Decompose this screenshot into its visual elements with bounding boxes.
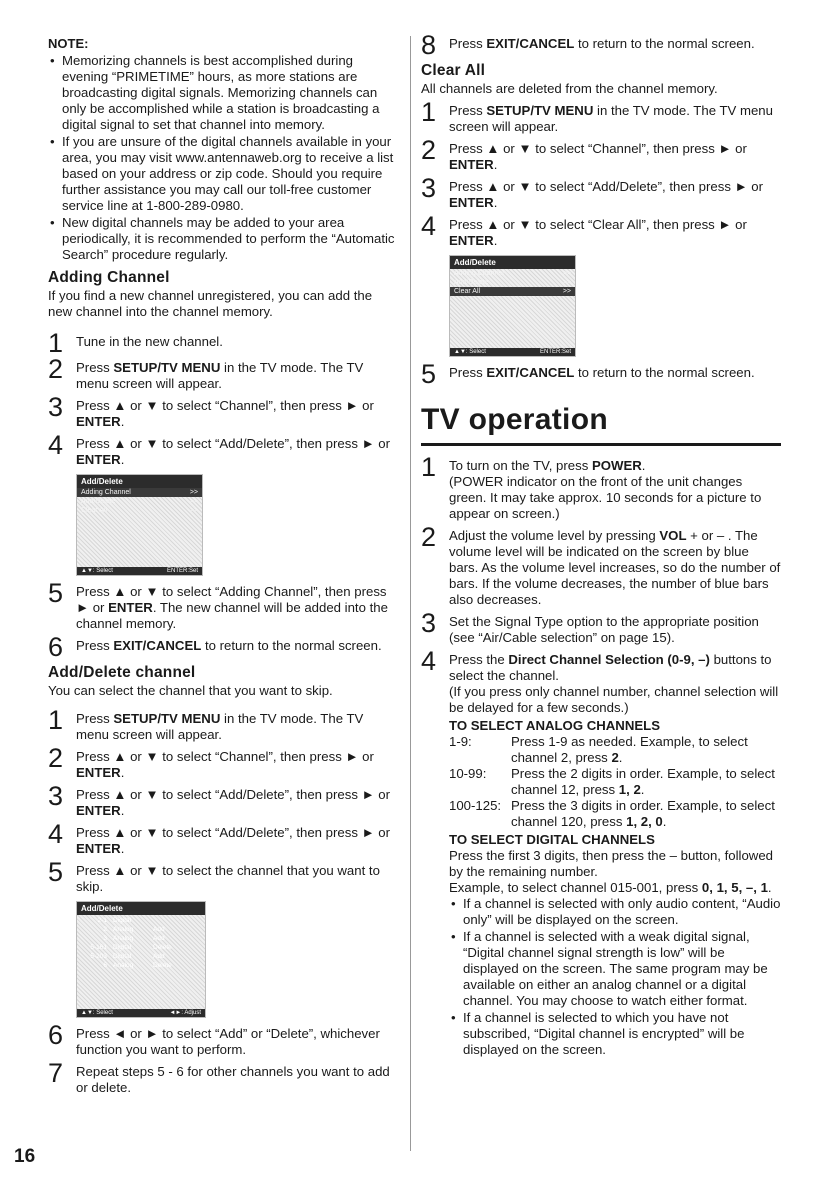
step: 5 Press EXIT/CANCEL to return to the normal screen. bbox=[421, 359, 755, 389]
note-item: • If you are unsure of the digital channels available in your area, you may visit www.antennaweb.org to receive a list based on your address or zip code. Should you require further assistance you may call our toll-free customer service line at 1-800-289-0980. bbox=[48, 134, 398, 214]
note-list bbox=[48, 53, 398, 263]
step: 1 Tune in the new channel. bbox=[48, 328, 223, 358]
step: 2 Adjust the volume level by pressing VOL + or – . The volume level will be indicated on the screen by blue bars. As the volume level increases, so do the number of bars. If the volume decreases, the number of blue bars also decreases. bbox=[421, 522, 781, 607]
step: 3 Press ▲ or ▼ to select “Add/Delete”, then press ► or ENTER. bbox=[421, 173, 764, 210]
step: 4 Press the Direct Channel Selection (0-9, –) buttons to select the channel. (If you press only channel number, channel selection will be delayed for a few seconds.) TO SELECT ANALOG CHANNELS 1-9: Press 1-9 as needed. Example, to select channel 2, press 2. 10-99: Press the 2 digits in order. Example, to select channel 12, press 1, 2. 100-125: Press the 3 digits in order. Example, to select channel 120, press 1, 2, 0. TO SELECT DIGITAL CHANNELS Press the first 3 digits, then press the – button, followed by the remaining number. Example, to select channel 015-001, press 0, 1, 5, –, 1. • If a channel is selected with only audio content, “Audio only” will be displayed on the screen. • If a channel is selected with a weak digital signal, “Digital channel signal strength is low” will be displayed on the screen. The same program may be available on either an analog channel or a digital channel. You may choose to watch either format. • If a channel is selected to which you have not subscribed, “Digital channel is encrypted” will be displayed on the screen. bbox=[421, 652, 781, 1058]
tv-notes bbox=[449, 896, 781, 1058]
note-item: • If a channel is selected with a weak digital signal, “Digital channel signal strength is low” will be displayed on the screen. The same program may be available on either an analog channel or a digital channel. You may choose to watch either format. bbox=[449, 929, 781, 1009]
step: 2 Press ▲ or ▼ to select “Channel”, then press ► or ENTER. bbox=[48, 743, 374, 780]
step: 7 Repeat steps 5 - 6 for other channels you want to add or delete. bbox=[48, 1058, 390, 1095]
step: 6 Press EXIT/CANCEL to return to the normal screen. bbox=[48, 632, 382, 662]
step: 1 Press SETUP/TV MENU in the TV mode. The TV menu screen will appear. bbox=[48, 705, 364, 742]
step: 6 Press ◄ or ► to select “Add” or “Delete”, whichever function you want to perform. bbox=[48, 1020, 380, 1057]
note-item: • If a channel is selected with only audio content, “Audio only” will be displayed on the screen. bbox=[449, 896, 781, 928]
section-title-add-delete: Add/Delete channel bbox=[48, 664, 196, 681]
section-intro: All channels are deleted from the channel memory. bbox=[421, 81, 718, 96]
page-number: 16 bbox=[14, 1146, 36, 1167]
note-item: • If a channel is selected to which you have not subscribed, “Digital channel is encrypted” will be displayed on the screen. bbox=[449, 1010, 781, 1058]
section-title-clear-all: Clear All bbox=[421, 62, 486, 79]
step: 3 Press ▲ or ▼ to select “Add/Delete”, then press ► or ENTER. bbox=[48, 781, 391, 818]
step: 3 Press ▲ or ▼ to select “Channel”, then press ► or ENTER. bbox=[48, 392, 374, 429]
section-title-adding-channel: Adding Channel bbox=[48, 269, 170, 286]
step: 4 Press ▲ or ▼ to select “Clear All”, then press ► or ENTER. bbox=[421, 211, 747, 248]
step: 3 Set the Signal Type option to the appropriate position (see “Air/Cable selection” on page 15). bbox=[421, 608, 759, 645]
step: 1 To turn on the TV, press POWER. (POWER indicator on the front of the unit changes green. It may take approx. 10 seconds for a picture to appear on screen.) bbox=[421, 452, 762, 521]
menu-screenshot-adding: Add/Delete Adding Channel >> Add/Delete >> Clear All >> ▲▼: Select ENTER:Set bbox=[76, 474, 203, 576]
step: 4 Press ▲ or ▼ to select “Add/Delete”, then press ► or ENTER. bbox=[48, 819, 391, 856]
page-title: TV operation bbox=[421, 403, 608, 436]
section-intro: If you find a new channel unregistered, you can add the new channel into the channel memory. bbox=[48, 288, 373, 319]
subheading: TO SELECT ANALOG CHANNELS bbox=[449, 718, 661, 733]
left-column bbox=[48, 36, 398, 1102]
right-column bbox=[421, 30, 781, 1064]
step: 5 Press ▲ or ▼ to select “Adding Channel”, then press ► or ENTER. The new channel will be added into the channel memory. bbox=[48, 578, 388, 631]
step: 5 Press ▲ or ▼ to select the channel that you want to skip. bbox=[48, 857, 380, 894]
step: 4 Press ▲ or ▼ to select “Add/Delete”, then press ► or ENTER. bbox=[48, 430, 391, 467]
subheading: TO SELECT DIGITAL CHANNELS bbox=[449, 832, 655, 847]
note-item: • New digital channels may be added to your area periodically, it is recommended to perform the “Automatic Search” procedure regularly. bbox=[48, 215, 398, 263]
note-item: • Memorizing channels is best accomplished during evening “PRIMETIME” hours, as more stations are broadcasting digital signals. Memorizing channels can only be accomplished while a station is broadcasting a digital signal to set that channel into memory. bbox=[48, 53, 398, 133]
section-intro: You can select the channel that you want to skip. bbox=[48, 683, 333, 698]
note-title: NOTE: bbox=[48, 36, 89, 51]
column-divider bbox=[410, 36, 411, 1151]
analog-table: 1-9: Press 1-9 as needed. Example, to select channel 2, press 2. 10-99: Press the 2 digits in order. Example, to select channel 12, press 1, 2. 100-125: Press the 3 digits in order. Example, to select channel 120, press 1, 2, 0. bbox=[449, 734, 775, 829]
menu-screenshot-add-delete: Add/Delete 2-1 Digital 2 Analog Add 3 Analog Add 5-161 Digital Delete 5-203 Digital Add 6 Analog Delete ▲▼: Select ◄►: Adjust bbox=[76, 901, 206, 1018]
step: 8 Press EXIT/CANCEL to return to the normal screen. bbox=[421, 30, 755, 60]
step: 2 Press ▲ or ▼ to select “Channel”, then press ► or ENTER. bbox=[421, 135, 747, 172]
digital-text: Press the first 3 digits, then press the – button, followed by the remaining number. Example, to select channel 015-001, press 0, 1, 5, –, 1. bbox=[449, 848, 774, 895]
title-rule bbox=[421, 443, 781, 446]
step: 1 Press SETUP/TV MENU in the TV mode. The TV menu screen will appear. bbox=[421, 97, 773, 134]
menu-screenshot-clear-all: Add/Delete Adding Channel >> Add/Delete >> Clear All >> ▲▼: Select ENTER:Set bbox=[449, 255, 576, 357]
step: 2 Press SETUP/TV MENU in the TV mode. The TV menu screen will appear. bbox=[48, 354, 364, 391]
